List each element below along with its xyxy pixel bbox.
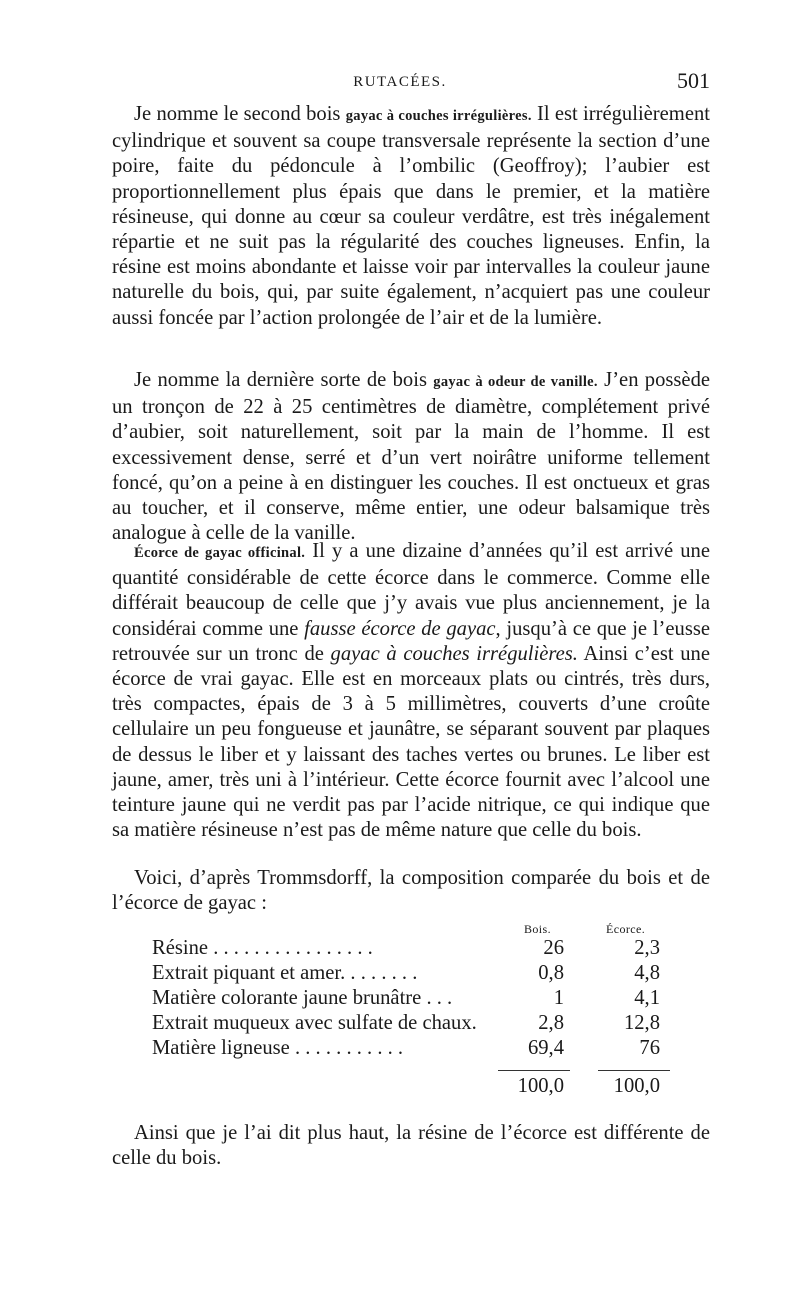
paragraph-gayac-odeur-vanille [112, 368, 710, 546]
italic-gayac-couches: gayac à couches irrégulières. [330, 642, 578, 665]
row-label: Matière ligneuse . . . . . . . . . . . [152, 1037, 404, 1059]
total-rule-bois [498, 1070, 570, 1071]
table-row [152, 936, 672, 961]
row-bois-value: 69,4 [527, 1037, 564, 1059]
table-total-row [152, 1074, 672, 1099]
running-title: RUTACÉES. [353, 74, 447, 90]
row-ecorce-value: 76 [639, 1037, 660, 1059]
paragraph-conclusion [112, 1121, 710, 1171]
paragraph-gayac-couches-irregulieres [112, 102, 710, 331]
paragraph-body-part2: , jusqu’à ce que je l’eusse retrouvée sur un tronc de [112, 617, 710, 665]
row-label: Extrait piquant et amer. . . . . . . . [152, 962, 418, 984]
row-bois-value: 1 [553, 987, 564, 1009]
table-row [152, 1011, 672, 1036]
paragraph-body-part3: Ainsi c’est une écorce de vrai gayac. Elle est en morceaux plats ou cintrés, très durs, très compactes, épais de 3 à 5 millimètres, couverts d’une croûte cellulaire un peu fongueuse et jaunâtre, se séparant souvent par plaques de dessus le liber et y laissant des taches vertes ou brunes. Le liber est jaune, amer, très uni à l’intérieur. Cette écorce fournit avec l’alcool une teinture jaune qui ne verdit pas par l’acide nitrique, ce qui indique que sa matière résineuse n’est pas de même nature que celle du bois. [112, 642, 710, 842]
paragraph-body: J’en possède un tronçon de 22 à 25 centimètres de diamètre, complétement privé d’aubier, soit naturellement, soit par la main de l’homme. Il est excessivement dense, serré et d’un vert noirâtre uniforme tellement foncé, qu’on a peine à en distinguer les couches. Il est onctueux et gras au toucher, et il conserve, même entier, une odeur balsamique très analogue à celle de la vanille. [112, 369, 711, 545]
row-label: Extrait muqueux avec sulfate de chaux. [152, 1012, 477, 1034]
paragraph-trommsdorff-text: Voici, d’après Trommsdorff, la composition comparée du bois et de l’écorce de gayac : [112, 867, 710, 915]
table-row [152, 1036, 672, 1061]
table-row [152, 986, 672, 1011]
row-ecorce-value: 4,1 [634, 987, 660, 1009]
page-number: 501 [677, 68, 710, 93]
paragraph-trommsdorff [112, 866, 710, 916]
paragraph-lead: Je nomme la dernière sorte de bois [134, 369, 434, 391]
term-ecorce-gayac-officinal: Écorce de gayac officinal. [134, 545, 306, 561]
paragraph-conclusion-text: Ainsi que je l’ai dit plus haut, la résine de l’écorce est différente de celle du bois. [112, 1122, 710, 1170]
row-label: Résine . . . . . . . . . . . . . . . . [152, 937, 373, 959]
column-header-bois: Bois. [524, 922, 552, 936]
column-header-ecorce: Écorce. [606, 922, 646, 936]
term-gayac-odeur-vanille: gayac à odeur de vanille. [433, 374, 598, 390]
total-rule-ecorce [598, 1070, 670, 1071]
paragraph-ecorce-gayac [112, 539, 710, 843]
row-bois-value: 26 [543, 937, 564, 959]
total-ecorce-value: 100,0 [613, 1075, 660, 1097]
row-bois-value: 2,8 [538, 1012, 564, 1034]
paragraph-body-part1: Il y a une dizaine d’années qu’il est arrivé une quantité considérable de cette écorce dans le commerce. Comme elle différait beaucoup de celle que j’y avais vue plus anciennement, je la considérai comme une [112, 540, 710, 640]
row-ecorce-value: 12,8 [623, 1012, 660, 1034]
row-ecorce-value: 4,8 [634, 962, 660, 984]
term-gayac-couches-irregulieres: gayac à couches irrégulières. [345, 108, 532, 124]
total-bois-value: 100,0 [517, 1075, 564, 1097]
italic-fausse-ecorce: fausse écorce de gayac [304, 617, 496, 640]
paragraph-lead: Je nomme le second bois [134, 103, 346, 125]
row-bois-value: 0,8 [538, 962, 564, 984]
row-ecorce-value: 2,3 [634, 937, 660, 959]
table-row [152, 961, 672, 986]
row-label: Matière colorante jaune brunâtre . . . [152, 987, 453, 1009]
paragraph-body: Il est irrégulièrement cylindrique et souvent sa coupe transversale représente la section d’une poire, faite du pédoncule à l’ombilic (Geoffroy); l’aubier est proportionnellement plus épais que dans le premier, et la matière résineuse, qui donne au cœur sa couleur verdâtre, est très inégalement répartie et ne suit pas la régularité des couches ligneuses. Enfin, la résine est moins abondante et laisse voir par intervalles la couleur jaune naturelle du bois, qui, par suite également, n’acquiert pas une couleur aussi foncée par l’action prolongée de l’air et de la lumière. [112, 103, 710, 329]
